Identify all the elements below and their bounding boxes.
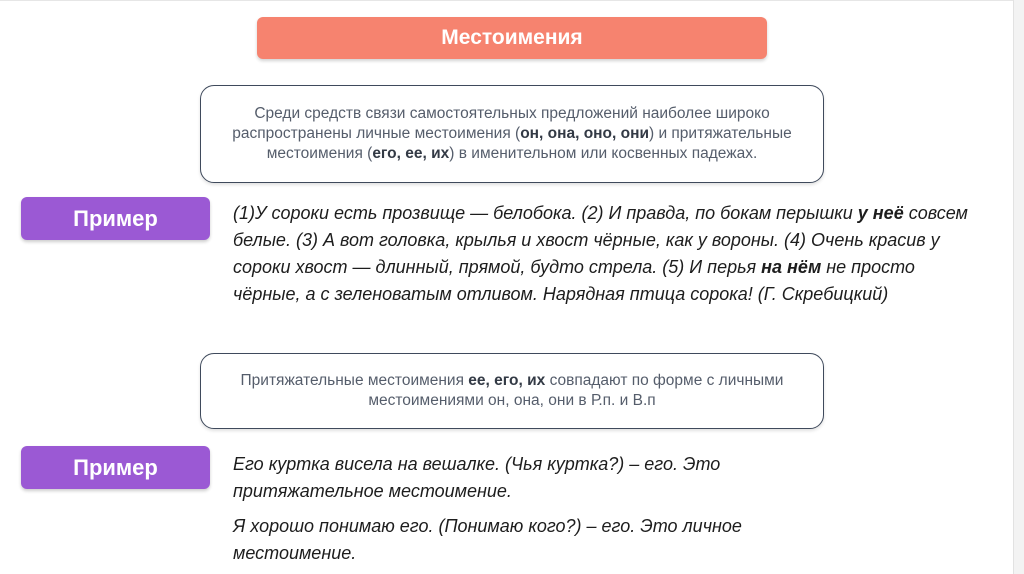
page-title: [257, 17, 767, 59]
note-part-1: Притяжательные местоимения: [240, 372, 469, 389]
example-badge-1-label: Пример: [73, 205, 158, 231]
definition-part-1: Среди средств связи самостоятельных предложений наиболее широко распространены личные местоимения (: [232, 105, 770, 142]
example1-part-2: совсем белые. (3) А вот головка, крылья и хвост чёрные, как у вороны. (4) Очень красив у сороки хвост — длинный, прямой, будто стрела. (5) И перья: [233, 203, 968, 277]
top-divider: [0, 0, 1024, 1]
example-badge-2-label: Пример: [73, 454, 158, 480]
note-text: [215, 371, 809, 411]
personal-pronouns-list: он, она, оно, они: [520, 125, 649, 142]
example2-line-2: Я хорошо понимаю его. (Понимаю кого?) – его. Это личное местоимение.: [233, 516, 742, 563]
example-text-2: [233, 451, 803, 567]
note-box: [200, 353, 824, 429]
definition-text: [213, 104, 811, 164]
example1-part-1: (1)У сороки есть прозвище — белобока. (2) И правда, по бокам перышки: [233, 203, 858, 223]
page-title-text: Местоимения: [441, 26, 583, 49]
example2-line-1: Его куртка висела на вешалке. (Чья куртка?) – его. Это притяжательное местоимение.: [233, 454, 721, 501]
example1-highlight-2: на нём: [761, 257, 822, 277]
definition-part-3: ) в именительном или косвенных падежах.: [449, 145, 758, 162]
note-part-2: совпадают по форме с личными местоимениями он, она, они в Р.п. и В.п: [368, 372, 784, 409]
definition-box: [200, 85, 824, 183]
possessive-pronouns-list: его, ее, их: [372, 145, 450, 162]
scrollbar-track[interactable]: [1013, 0, 1024, 574]
example-badge-2: [21, 446, 210, 489]
example1-highlight-1: у неё: [857, 203, 904, 223]
example-badge-1: [21, 197, 210, 240]
definition-part-2: ) и притяжательные местоимения (: [266, 125, 792, 162]
note-pronouns-list: ее, его, их: [468, 372, 546, 389]
example1-part-3: не просто чёрные, а с зеленоватым отливом. Нарядная птица сорока! (Г. Скребицкий): [233, 257, 915, 304]
example-text-1: [233, 200, 973, 308]
